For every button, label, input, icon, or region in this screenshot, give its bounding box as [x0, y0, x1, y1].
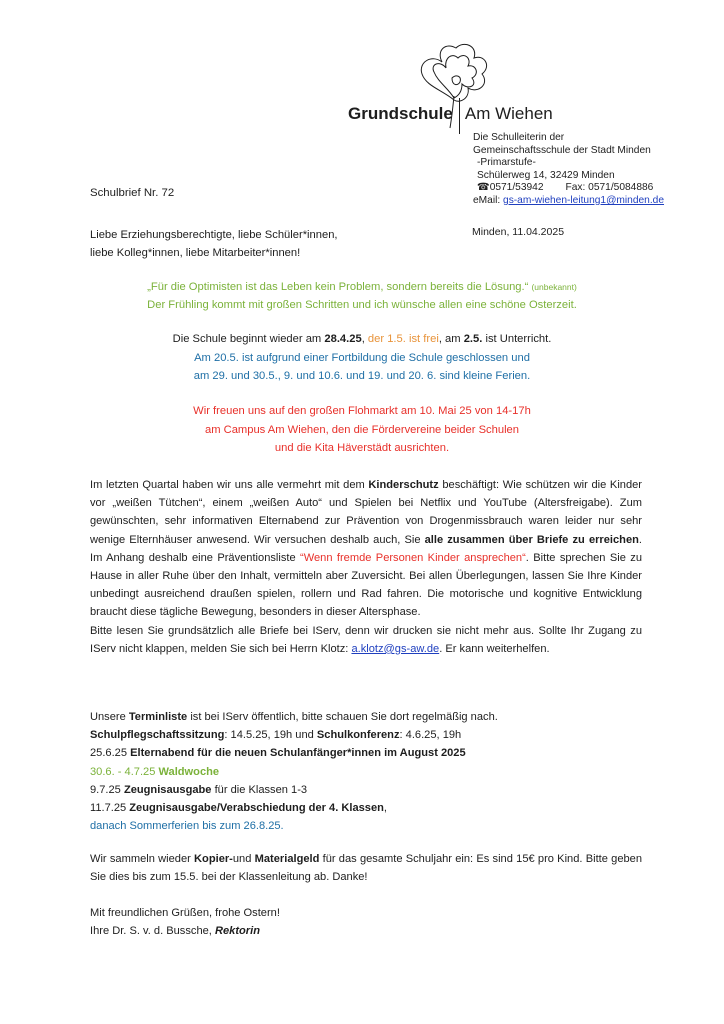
text-run: und [232, 853, 255, 865]
body-text-run: . Bitte sprechen Sie zu Hause in aller Ruhe über den Inhalt, vermitteln aber Zuversicht. Bei allen Überlegungen, lassen Sie Ihre Kinder unbedingt ausreichend draußen spielen, rollern und Rad fahren. Die motorische und kognitive Entwicklung braucht diese tägliche Bewegung, besonders in dieser Altersphase. [90, 551, 642, 619]
termin-item [90, 799, 498, 817]
schedule-line-3: am 29. und 30.5., 9. und 10.6. und 19. und 20. 6. sind kleine Ferien. [193, 370, 531, 382]
body-text [90, 476, 642, 658]
body-text-bold: alle zusammen über Briefe zu erreichen [424, 533, 639, 546]
schedule-block [60, 330, 664, 386]
flohmarkt-block [60, 402, 664, 458]
kopiergeld-paragraph [90, 850, 642, 886]
paragraph-iserv [90, 622, 642, 658]
address-block [473, 132, 664, 208]
text-run: 9.7.25 [90, 783, 124, 796]
salutation-line-1: Liebe Erziehungsberechtigte, liebe Schüler*innen, [90, 229, 338, 241]
salutation [90, 226, 338, 262]
schedule-text: , am [438, 333, 464, 345]
text-run: 25.6.25 [90, 747, 131, 760]
termin-intro [90, 708, 498, 726]
flohmarkt-line-3: und die Kita Häverstädt ausrichten. [274, 442, 450, 454]
fax-number: Fax: 0571/5084886 [565, 182, 654, 194]
schedule-text: , [361, 333, 368, 345]
schedule-date: 2.5. [463, 333, 483, 345]
termin-item [90, 763, 498, 781]
salutation-line-2: liebe Kolleg*innen, liebe Mitarbeiter*innen! [90, 247, 301, 259]
termin-item [90, 744, 498, 762]
body-text-run: beschäftigt: Wie schützen wir die Kinder vor „weißen Tütchen“, einem „weißen Auto“ und Spielen bei Netflix und YouTube (Altersfreigabe). Zum gewünschten, sehr informativen Elternabend zur Prävention von Drogenmissbrauch waren leider nur sehr wenige Elternhäuser anwesend. Wir versuchen deshalb auch, Sie [90, 479, 642, 546]
text-run: Unsere [90, 711, 129, 723]
termin-item [90, 781, 498, 799]
text-run: 11.7.25 [90, 802, 130, 815]
holiday-note: der 1.5. ist frei [367, 333, 439, 345]
text-bold: Zeugnisausgabe [123, 783, 212, 796]
phone-fax-line [473, 182, 664, 195]
school-name-bold: Grundschule [348, 104, 453, 123]
address-line: Gemeinschaftsschule der Stadt Minden [473, 144, 651, 156]
text-run: : 14.5.25, 19h und [224, 729, 317, 742]
address-line: Schülerweg 14, 32429 Minden [477, 169, 615, 181]
address-line: -Primarstufe- [477, 157, 536, 169]
klotz-email-link[interactable]: a.klotz@gs-aw.de [351, 642, 440, 655]
text-bold: Schulkonferenz [316, 729, 400, 742]
text-run: Wir sammeln wieder [90, 853, 195, 865]
flohmarkt-line-2: am Campus Am Wiehen, den die Fördervereine beider Schulen [204, 423, 520, 436]
school-name-regular: Am Wiehen [464, 104, 553, 123]
text-bold: Waldwoche [158, 765, 220, 778]
email-label: eMail: [473, 194, 501, 206]
paragraph-kinderschutz [90, 476, 642, 622]
letter-number: Schulbrief Nr. 72 [90, 187, 175, 199]
body-text-run: . Er kann weiterhelfen. [439, 642, 550, 655]
quote-author: (unbekannt) [531, 282, 577, 292]
text-run: : 4.6.25, 19h [399, 729, 462, 742]
terminliste [90, 708, 498, 835]
spring-wish: Der Frühling kommt mit großen Schritten und ich wünsche allen eine schöne Osterzeit. [147, 299, 577, 311]
termin-item [90, 726, 498, 744]
divider [459, 98, 460, 134]
text-bold: Schulpflegschaftssitzung [90, 729, 225, 742]
schedule-line-2: Am 20.5. ist aufgrund einer Fortbildung die Schule geschlossen und [194, 351, 530, 364]
signature-title: Rektorin [214, 925, 260, 938]
quote-block [60, 278, 664, 314]
text-bold: Zeugnisausgabe/Verabschiedung der 4. Klassen [129, 802, 384, 815]
address-line: Die Schulleiterin der [473, 132, 565, 143]
schedule-date: 28.4.25 [324, 333, 362, 345]
schedule-text: Die Schule beginnt wieder am [172, 333, 325, 345]
signature-line [90, 922, 280, 940]
body-text-run: . Im Anhang deshalb eine Präventionsliste [90, 533, 642, 564]
body-text-run: Im letzten Quartal haben wir uns alle vermehrt mit dem [90, 479, 369, 491]
text-run: , [383, 802, 388, 815]
schedule-text: ist Unterricht. [482, 333, 552, 345]
flohmarkt-line-1: Wir freuen uns auf den großen Flohmarkt am 10. Mai 25 von 14-17h [193, 405, 531, 417]
email-link[interactable]: gs-am-wiehen-leitung1@minden.de [503, 194, 665, 206]
body-text-run: Bitte lesen Sie grundsätzlich alle Briefe bei IServ, denn wir drucken sie nicht mehr aus. Sollte Ihr Zugang zu IServ nicht klappen, melden Sie sich bei Herrn Klotz: [90, 624, 642, 655]
phone-number: ☎0571/53942 [477, 182, 544, 194]
closing [90, 904, 280, 940]
text-bold: Materialgeld [254, 853, 320, 865]
text-bold: Elternabend für die neuen Schulanfänger*innen im August 2025 [130, 747, 466, 760]
text-run: für das gesamte Schuljahr ein: Es sind 15€ pro Kind. Bitte geben Sie dies bis zum 15.5. bei der Klassenleitung ab. Danke! [90, 853, 642, 884]
termin-item: danach Sommerferien bis zum 26.8.25. [90, 820, 284, 833]
closing-line-1: Mit freundlichen Grüßen, frohe Ostern! [90, 907, 280, 919]
text-run: für die Klassen 1-3 [211, 783, 308, 796]
schedule-line-1 [60, 330, 664, 349]
text-bold: Terminliste [128, 711, 188, 723]
letter-date: Minden, 11.04.2025 [472, 226, 565, 238]
text-run: ist bei IServ öffentlich, bitte schauen Sie dort regelmäßig nach. [187, 711, 498, 723]
body-text-bold: Kinderschutz [368, 479, 439, 491]
quote-text: „Für die Optimisten ist das Leben kein Problem, sondern bereits die Lösung.“ [147, 281, 529, 293]
email-line [473, 195, 664, 208]
text-run: 30.6. - 4.7.25 [90, 765, 159, 778]
praeventionsliste-title: “Wenn fremde Personen Kinder ansprechen“ [300, 551, 526, 564]
quote-line [60, 278, 664, 296]
text-bold: Kopier- [194, 853, 233, 865]
signature-name: Ihre Dr. S. v. d. Bussche, [90, 925, 215, 938]
